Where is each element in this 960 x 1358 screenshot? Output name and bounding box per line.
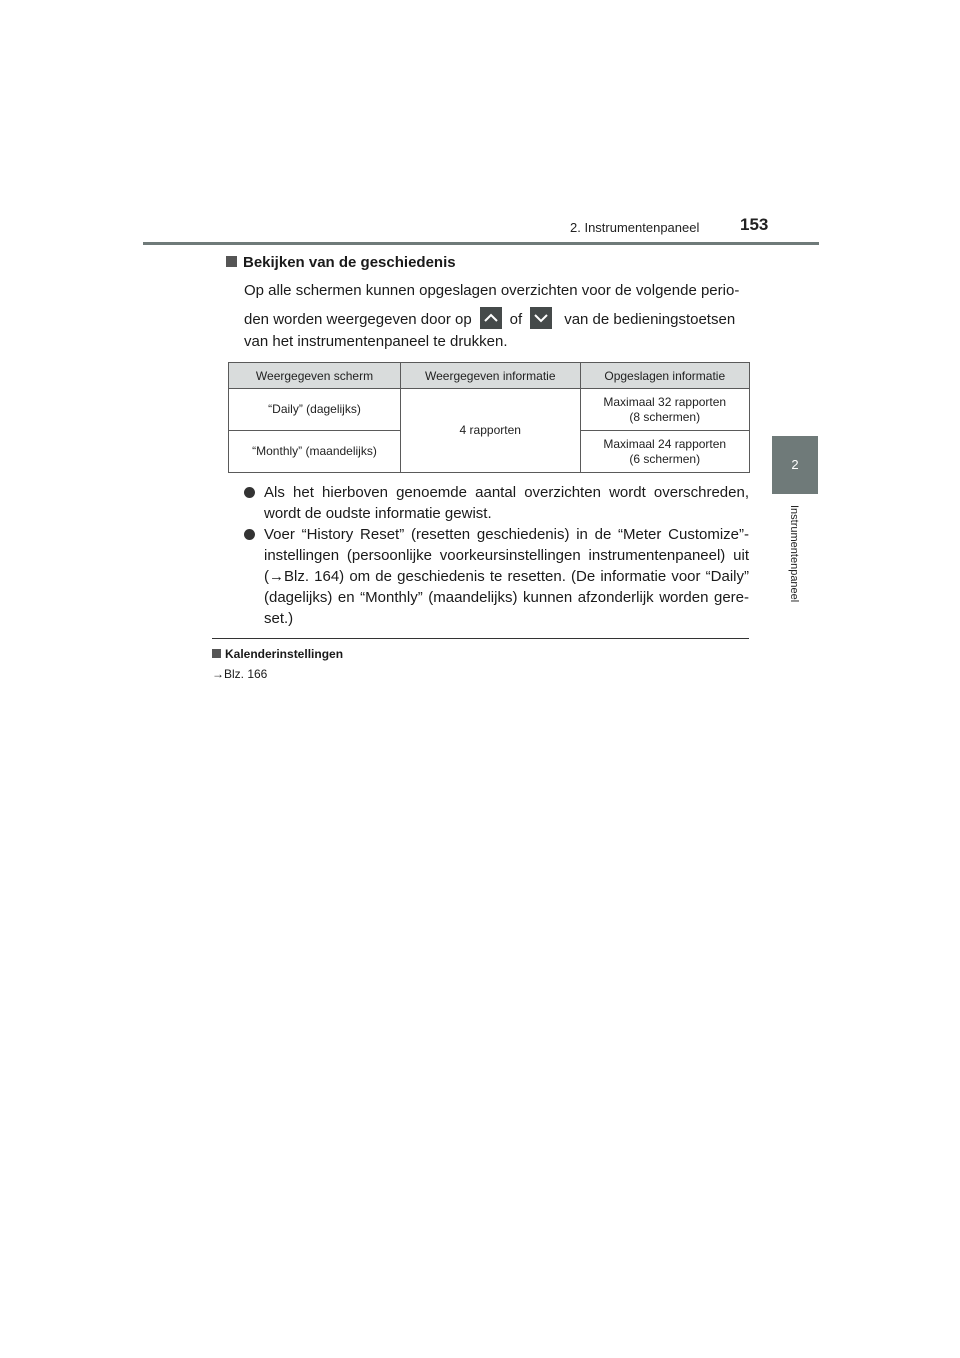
intro-text-b: of <box>509 311 523 328</box>
list-item <box>244 524 749 629</box>
chevron-up-icon <box>480 307 502 329</box>
square-bullet-icon <box>226 256 237 267</box>
bullet-dot-icon <box>244 487 255 498</box>
stored-line: Maximaal 32 rapporten <box>603 394 727 409</box>
stored-line: (8 schermen) <box>629 409 701 424</box>
subsection-title: Kalenderinstellingen <box>225 647 344 661</box>
intro-line-2 <box>244 307 749 329</box>
bullet-text: Voer “History Reset” (resetten geschiedenis) in de “Meter Customize”-instellingen (persoonlijke voorkeursinstellingen instrumentenpaneel) uit (→Blz. 164) om de geschiedenis te resetten. (De informatie voor “Daily” (dagelijks) en “Monthly” (maandelijks) kunnen afzonderlijk worden gere-set.) <box>264 526 749 627</box>
table-row <box>229 389 750 431</box>
page-reference-link[interactable]: →Blz. 166 <box>212 667 268 681</box>
header-rule <box>143 242 819 245</box>
section-title: Bekijken van de geschiedenis <box>243 254 456 271</box>
history-table <box>228 362 750 473</box>
table-cell-screen: “Monthly” (maandelijks) <box>229 431 401 473</box>
section-heading <box>226 254 456 271</box>
subsection-heading <box>212 647 343 661</box>
stored-line: (6 schermen) <box>629 451 701 466</box>
bullet-dot-icon <box>244 529 255 540</box>
table-header-row <box>229 363 750 389</box>
chapter-tab-label: Instrumentenpaneel <box>788 505 800 603</box>
intro-text-a: den worden weergegeven door op <box>244 311 472 328</box>
table-header: Opgeslagen informatie <box>580 363 750 389</box>
intro-line-3: van het instrumentenpaneel te drukken. <box>244 333 508 350</box>
table-cell-screen: “Daily” (dagelijks) <box>229 389 401 431</box>
chevron-down-icon <box>530 307 552 329</box>
stored-line: Maximaal 24 rapporten <box>603 436 727 451</box>
intro-text-c: van de bedieningstoetsen <box>564 311 736 328</box>
page-number: 153 <box>740 215 769 234</box>
chapter-title: 2. Instrumentenpaneel <box>570 220 700 235</box>
table-cell-stored <box>580 431 750 473</box>
table-cell-shown-info: 4 rapporten <box>401 389 581 473</box>
table-cell-stored <box>580 389 750 431</box>
list-item <box>244 482 749 524</box>
table-header: Weergegeven scherm <box>229 363 401 389</box>
section-divider <box>212 638 749 639</box>
bullet-text: Als het hierboven genoemde aantal overzichten wordt overschreden, wordt de oudste informatie gewist. <box>264 484 749 522</box>
intro-line-1: Op alle schermen kunnen opgeslagen overzichten voor de volgende perio- <box>244 282 740 299</box>
chapter-tab: 2 <box>772 436 818 494</box>
table-header: Weergegeven informatie <box>401 363 581 389</box>
square-bullet-icon <box>212 649 221 658</box>
